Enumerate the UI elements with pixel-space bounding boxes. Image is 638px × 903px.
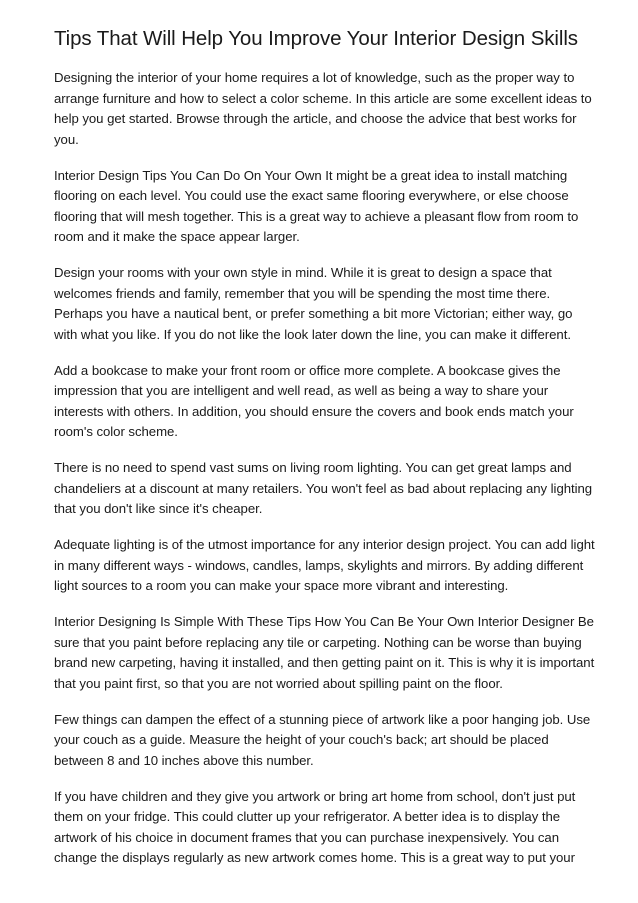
paragraph: Few things can dampen the effect of a stunning piece of artwork like a poor hanging job. Use your couch as a guide. Measure the height of your couch's back; art should be placed between 8 and 10 inches above this number.	[54, 711, 591, 768]
paragraph: Adequate lighting is of the utmost importance for any interior design project. You can add light in many different ways - windows, candles, lamps, skylights and mirrors. By adding different light sources to a room you can make your space more vibrant and interesting.	[54, 537, 595, 593]
paragraph: Add a bookcase to make your front room or office more complete. A bookcase gives the impression that you are intelligent and well read, as well as being a way to share your interests with others. In addition, you should ensure the covers and book ends match your room's color scheme.	[54, 362, 574, 439]
paragraph: Design your rooms with your own style in mind. While it is great to design a space that welcomes friends and family, remember that you will be spending the most time there. Perhaps you have a nautical bent, or prefer something a bit more Victorian; either way, go with what you like. If you do not like the look later down the line, you can make it different.	[54, 265, 573, 342]
document-body	[54, 68, 598, 869]
paragraph: Interior Designing Is Simple With These Tips How You Can Be Your Own Interior Designer Be sure that you paint before replacing any tile or carpeting. Nothing can be worse than buying brand new carpeting, having it installed, and then getting paint on it. This is why it is important that you paint first, so that you are not worried about spilling paint on the floor.	[54, 614, 595, 691]
paragraph: Designing the interior of your home requires a lot of knowledge, such as the proper way to arrange furniture and how to select a color scheme. In this article are some excellent ideas to help you get started. Browse through the article, and choose the advice that best works for you.	[54, 70, 592, 147]
paragraph: Interior Design Tips You Can Do On Your Own It might be a great idea to install matching flooring on each level. You could use the exact same flooring everywhere, or else choose flooring that will mesh together. This is a great way to achieve a pleasant flow from room to room and it make the space appear larger.	[54, 167, 579, 244]
paragraph: If you have children and they give you artwork or bring art home from school, don't just put them on your fridge. This could clutter up your refrigerator. A better idea is to display the artwork of his choice in document frames that you can purchase inexpensively. You can change the displays regularly as new artwork comes home. This is a great way to put your	[54, 788, 576, 865]
document-title: Tips That Will Help You Improve Your Interior Design Skills	[54, 27, 578, 50]
paragraph: There is no need to spend vast sums on living room lighting. You can get great lamps and chandeliers at a discount at many retailers. You won't feel as bad about replacing any lighting that you don't like since it's cheaper.	[54, 460, 593, 516]
